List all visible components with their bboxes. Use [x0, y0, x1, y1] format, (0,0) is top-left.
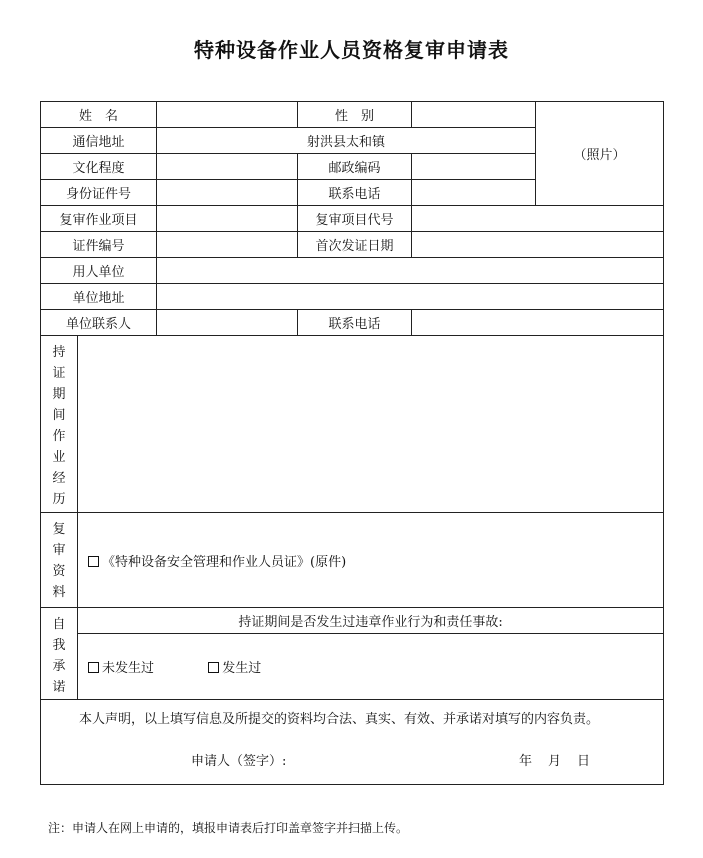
month-label: 月: [548, 754, 562, 769]
first-issue-date-input[interactable]: [412, 232, 664, 258]
declaration-section: [41, 700, 664, 785]
phone-input[interactable]: [412, 180, 536, 206]
materials-label: 复 审 资 料: [41, 513, 78, 608]
materials-item: [78, 513, 664, 608]
year-label: 年: [519, 754, 533, 769]
id-number-input[interactable]: [157, 180, 298, 206]
employer-contact-label: 单位联系人: [41, 310, 157, 336]
postcode-label: 邮政编码: [298, 154, 412, 180]
option-violation-label: 发生过: [222, 661, 262, 676]
first-issue-date-label: 首次发证日期: [298, 232, 412, 258]
checkbox-original-certificate[interactable]: [88, 556, 99, 567]
employer-address-input[interactable]: [157, 284, 664, 310]
commitment-options: [78, 634, 664, 700]
review-code-label: 复审项目代号: [298, 206, 412, 232]
employer-address-label: 单位地址: [41, 284, 157, 310]
photo-box[interactable]: （照片）: [536, 102, 664, 206]
review-item-label: 复审作业项目: [41, 206, 157, 232]
employer-input[interactable]: [157, 258, 664, 284]
signature-date[interactable]: [519, 750, 606, 769]
review-item-input[interactable]: [157, 206, 298, 232]
employer-phone-label: 联系电话: [298, 310, 412, 336]
footer-note: 注：申请人在网上申请的，填报申请表后打印盖章签字并扫描上传。: [48, 821, 409, 835]
application-form-table: [40, 101, 664, 785]
education-label: 文化程度: [41, 154, 157, 180]
gender-label: 性 别: [298, 102, 412, 128]
materials-item-text: 《特种设备安全管理和作业人员证》(原件): [102, 554, 347, 570]
signature-label[interactable]: 申请人（签字）:: [191, 754, 287, 769]
gender-input[interactable]: [412, 102, 536, 128]
experience-input[interactable]: [78, 336, 664, 513]
id-number-label: 身份证件号: [41, 180, 157, 206]
declaration-text: 本人声明，以上填写信息及所提交的资料均合法、真实、有效、并承诺对填写的内容负责。: [79, 712, 600, 727]
experience-label: 持 证 期 间 作 业 经 历: [41, 336, 78, 513]
address-label: 通信地址: [41, 128, 157, 154]
checkbox-no-violation[interactable]: [88, 662, 99, 673]
day-label: 日: [577, 754, 591, 769]
cert-number-input[interactable]: [157, 232, 298, 258]
education-input[interactable]: [157, 154, 298, 180]
name-label: 姓 名: [41, 102, 157, 128]
employer-phone-input[interactable]: [412, 310, 664, 336]
employer-label: 用人单位: [41, 258, 157, 284]
commitment-question: 持证期间是否发生过违章作业行为和责任事故:: [78, 608, 664, 634]
address-value[interactable]: 射洪县太和镇: [157, 128, 536, 154]
form-title: 特种设备作业人员资格复审申请表: [194, 38, 509, 62]
cert-number-label: 证件编号: [41, 232, 157, 258]
commitment-label: 自 我 承 诺: [41, 608, 78, 700]
review-code-input[interactable]: [412, 206, 664, 232]
option-no-violation-label: 未发生过: [102, 661, 155, 676]
checkbox-violation[interactable]: [208, 662, 219, 673]
name-input[interactable]: [157, 102, 298, 128]
employer-contact-input[interactable]: [157, 310, 298, 336]
postcode-input[interactable]: [412, 154, 536, 180]
phone-label: 联系电话: [298, 180, 412, 206]
